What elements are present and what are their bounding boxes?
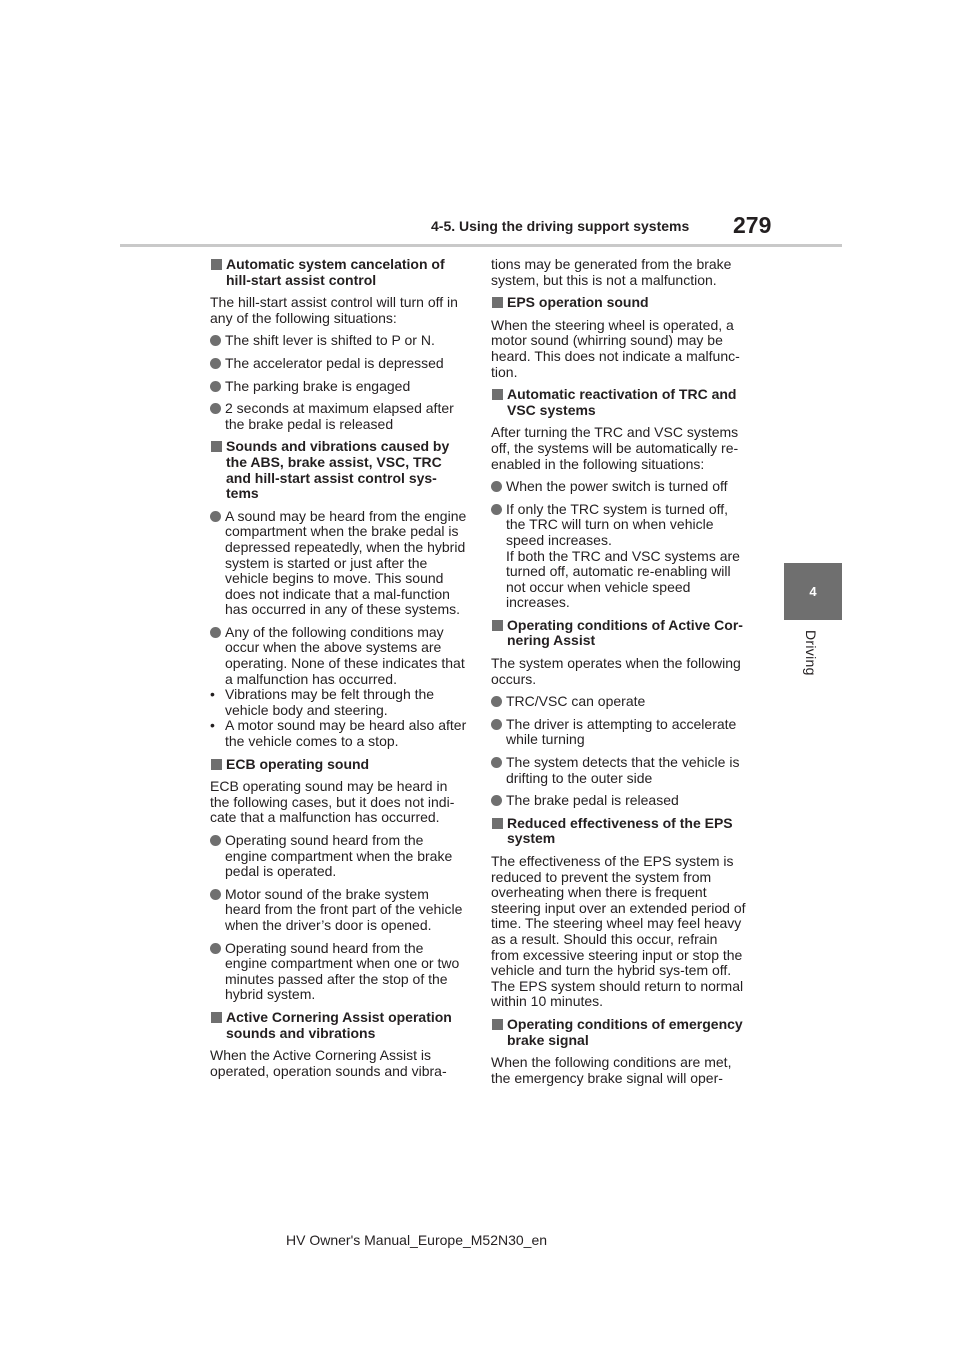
section-heading: Automatic reactivation of TRC and VSC systems — [491, 387, 749, 418]
header-divider — [120, 244, 842, 247]
paragraph: tions may be generated from the brake system, but this is not a malfunction. — [491, 256, 732, 288]
section-heading: ECB operating sound — [210, 757, 468, 773]
section-title: 4-5. Using the driving support systems — [431, 218, 690, 234]
list-item: Operating sound heard from the engine compartment when one or two minutes passed after the stop of the hybrid system. — [210, 941, 468, 1003]
sub-list-item: • Vibrations may be felt through the vehicle body and steering. — [210, 687, 468, 718]
list-item-text: If both the TRC and VSC systems are turned off, automatic re-enabling will not occur when vehicle speed increases. — [506, 547, 740, 611]
section-heading: Reduced effectiveness of the EPS system — [491, 816, 749, 847]
section-heading: Active Cornering Assist operation sounds and vibrations — [210, 1010, 468, 1041]
sub-list — [210, 687, 468, 749]
left-column — [210, 257, 468, 1086]
paragraph: After turning the TRC and VSC systems off, the systems will be automatically re-enabled in the following situations: — [491, 424, 739, 472]
section-heading: Operating conditions of emergency brake signal — [491, 1017, 749, 1048]
section-heading: EPS operation sound — [491, 295, 749, 311]
list-item: The shift lever is shifted to P or N. — [210, 333, 468, 349]
paragraph: The hill-start assist control will turn off in any of the following situations: — [210, 294, 458, 326]
chapter-tab — [784, 563, 842, 620]
paragraph: ECB operating sound may be heard in the following cases, but it does not indi-cate that a malfunction has occurred. — [210, 778, 455, 826]
list-item-text: If only the TRC system is turned off, the TRC will turn on when vehicle speed increases. — [506, 500, 729, 548]
footer-text: HV Owner's Manual_Europe_M52N30_en — [286, 1232, 548, 1248]
section-heading: Operating conditions of Active Cor-nering Assist — [491, 618, 749, 649]
list-item — [491, 502, 749, 611]
list-item: Operating sound heard from the engine compartment when the brake pedal is operated. — [210, 833, 468, 880]
list-item: A sound may be heard from the engine compartment when the brake pedal is depressed repeatedly, when the hybrid system is started or just after the vehicle begins to move. This sound does not indicate that a mal-function has occurred in any of these systems. — [210, 509, 468, 618]
list-item: 2 seconds at maximum elapsed after the brake pedal is released — [210, 401, 468, 432]
list-item: Motor sound of the brake system heard from the front part of the vehicle when the driver’s door is opened. — [210, 887, 468, 934]
chapter-label: Driving — [803, 630, 819, 676]
right-column — [491, 257, 749, 1093]
list-item: The driver is attempting to accelerate while turning — [491, 717, 749, 748]
list-item: The system detects that the vehicle is drifting to the outer side — [491, 755, 749, 786]
paragraph: The system operates when the following occurs. — [491, 655, 741, 687]
paragraph: When the steering wheel is operated, a motor sound (whirring sound) may be heard. This does not indicate a malfunc-tion. — [491, 316, 740, 380]
list-item: Any of the following conditions may occur when the above systems are operating. None of these indicates that a malfunction has occurred. — [210, 625, 468, 687]
section-heading: Sounds and vibrations caused by the ABS, brake assist, VSC, TRC and hill-start assist control sys-tems — [210, 439, 468, 501]
list-item: TRC/VSC can operate — [491, 694, 749, 710]
list-item: The accelerator pedal is depressed — [210, 356, 468, 372]
paragraph: When the following conditions are met, the emergency brake signal will oper- — [491, 1054, 732, 1086]
list-item: The parking brake is engaged — [210, 379, 468, 395]
paragraph: When the Active Cornering Assist is operated, operation sounds and vibra- — [210, 1047, 447, 1079]
chapter-number: 4 — [809, 584, 817, 599]
page-number: 279 — [733, 212, 772, 238]
paragraph: The effectiveness of the EPS system is reduced to prevent the system from overheating when there is frequent steering input over an extended period of time. The steering wheel may feel heavy as a result. Should this occur, refrain from excessive steering input or stop the vehicle and turn the hybrid sys-tem off. The EPS system should return to normal within 10 minutes. — [491, 853, 746, 1010]
sub-list-item: • A motor sound may be heard also after the vehicle comes to a stop. — [210, 718, 468, 749]
list-item: When the power switch is turned off — [491, 479, 749, 495]
list-item: The brake pedal is released — [491, 793, 749, 809]
section-heading: Automatic system cancelation of hill-start assist control — [210, 257, 468, 288]
